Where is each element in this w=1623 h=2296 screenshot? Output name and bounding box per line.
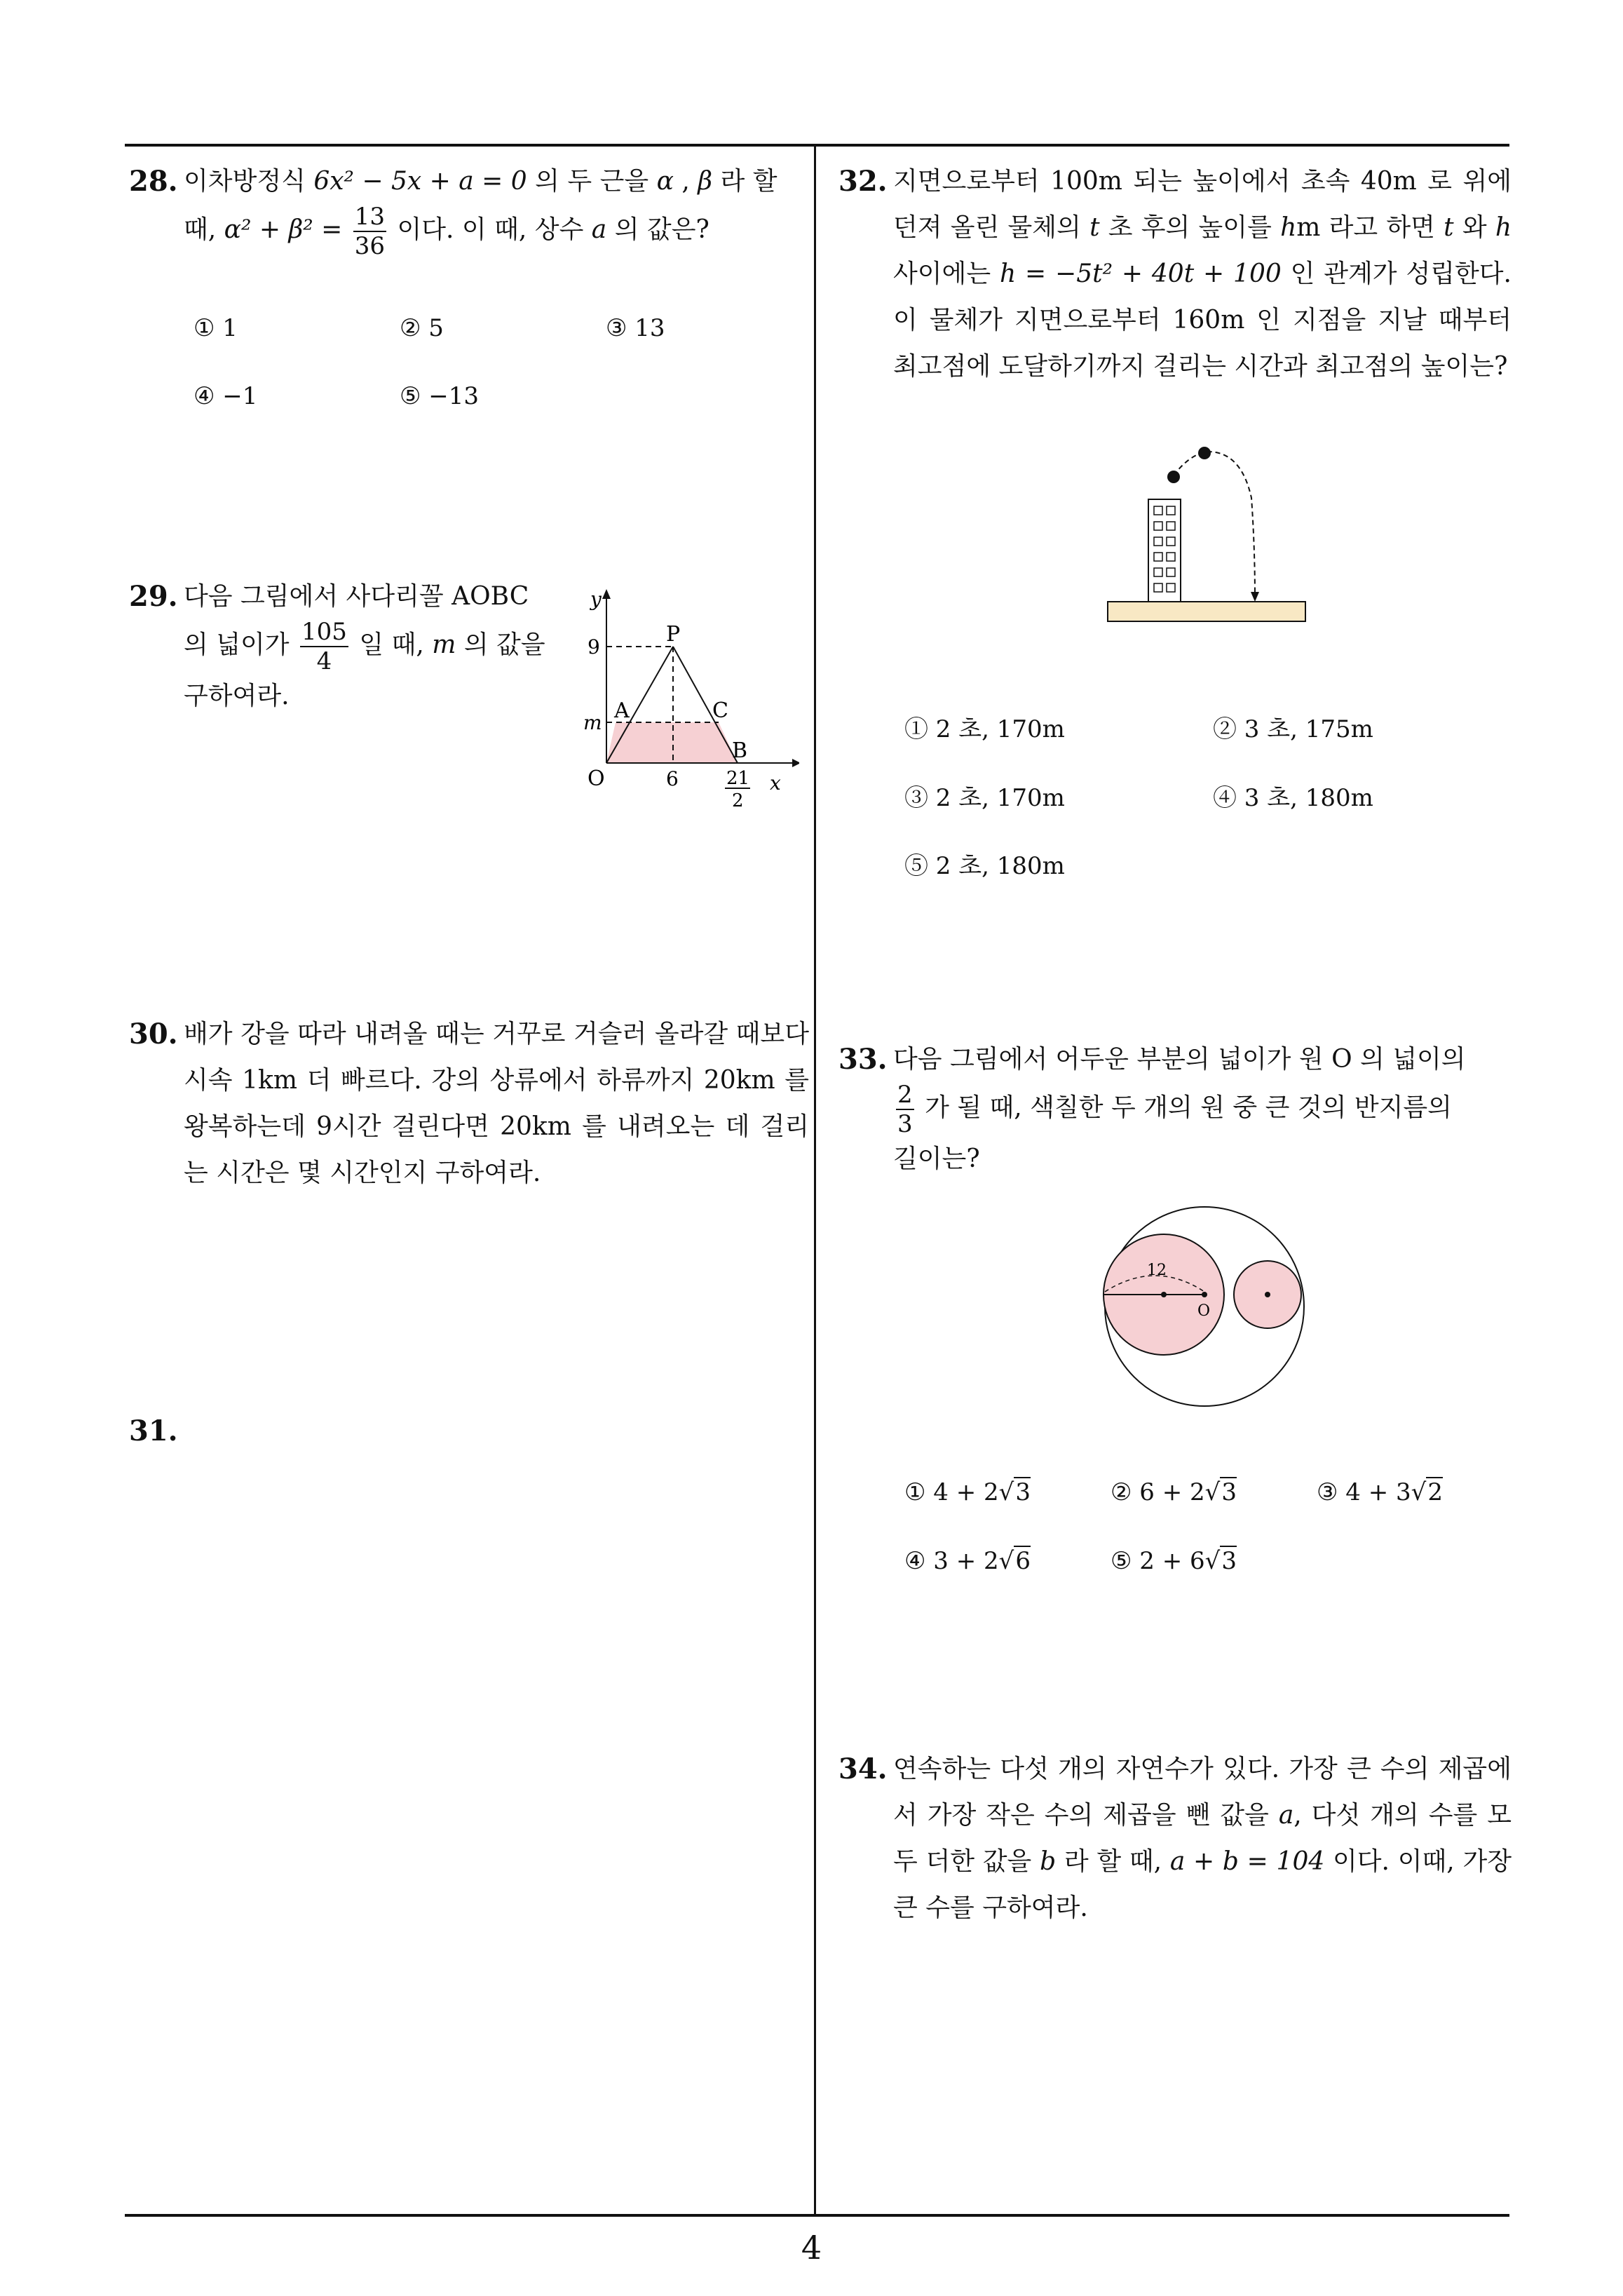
numerator: 105 <box>301 618 347 646</box>
m-label: m <box>583 711 602 734</box>
symbol-a: a <box>1278 1801 1294 1830</box>
center-dot-large <box>1161 1292 1167 1297</box>
denominator: 4 <box>316 647 332 675</box>
text: 인 관계가 성립한다. 이 물체가 지면으로부터 160m 인 지점을 지날 때부터 최고점에 도달하기까지 걸리는 시간과 최고점의 높이는? <box>893 259 1512 381</box>
radicand: 3 <box>1221 1478 1237 1506</box>
choice-2[interactable]: ② 5 <box>400 314 444 342</box>
radicand: 6 <box>1015 1547 1031 1575</box>
denominator: 3 <box>897 1110 913 1138</box>
choice-1[interactable]: ① 4 + 2√3 <box>904 1478 1031 1506</box>
question-text <box>893 1036 1512 1182</box>
text: m 라고 하면 <box>1296 213 1444 242</box>
text: 사이에는 <box>893 259 1000 288</box>
point-b-label: B <box>732 738 748 763</box>
trajectory <box>1174 452 1255 599</box>
text: 의 넓이가 <box>184 630 297 659</box>
text: 의 두 근을 <box>527 167 657 196</box>
choice-5[interactable]: ⑤ 2 + 6√3 <box>1111 1547 1237 1575</box>
text: , <box>673 167 698 196</box>
question-text <box>184 158 809 258</box>
question-number: 31. <box>129 1414 178 1447</box>
trajectory-arrow <box>1251 592 1259 602</box>
choice-text: ① 4 + 2 <box>904 1478 999 1506</box>
radius-12-label: 12 <box>1147 1262 1167 1279</box>
text: 라 할 때, <box>1056 1847 1170 1876</box>
question-text <box>893 158 1512 390</box>
ball-1 <box>1167 471 1180 483</box>
text: 구하여라. <box>184 682 290 710</box>
center-dot-small <box>1265 1292 1270 1297</box>
choice-text: ③ 4 + 3 <box>1317 1478 1411 1506</box>
choice-text: ⑤ 2 + 6 <box>1111 1547 1205 1575</box>
nine-label: 9 <box>588 635 600 659</box>
radicand: 2 <box>1427 1478 1443 1506</box>
fraction <box>300 620 348 673</box>
text: 라 할 <box>712 167 777 196</box>
question-33 <box>838 1036 1512 1182</box>
text: 길이는? <box>893 1144 980 1173</box>
denominator: 36 <box>354 232 386 260</box>
projectile-figure <box>1101 442 1311 631</box>
column-divider <box>814 145 816 2215</box>
equation: α² + β² = <box>224 215 351 244</box>
text: 의 값을 <box>456 630 545 659</box>
question-28 <box>129 158 809 258</box>
symbol-beta: β <box>698 167 713 196</box>
question-34 <box>838 1746 1512 1931</box>
x-axis-arrow <box>792 759 799 767</box>
numerator: 13 <box>354 203 386 231</box>
choice-4[interactable]: ④ 3 초, 180m <box>1213 784 1373 812</box>
text: 다음 그림에서 사다리꼴 AOBC <box>184 582 529 611</box>
question-text <box>184 574 564 720</box>
equation: 6x² − 5x + a = 0 <box>313 167 527 196</box>
fraction <box>896 1083 914 1136</box>
question-number: 29. <box>129 580 178 613</box>
symbol-t: t <box>1444 213 1454 242</box>
y-axis-arrow <box>602 589 611 599</box>
circles-figure <box>1092 1205 1317 1408</box>
choice-text: ④ 3 + 2 <box>904 1547 999 1575</box>
text: 다음 그림에서 어두운 부분의 넓이가 원 O 의 넓이의 <box>893 1045 1466 1074</box>
question-text: 배가 강을 따라 내려올 때는 거꾸로 거슬러 올라갈 때보다 시속 1km 더 빠르다. 강의 상류에서 하류까지 20km 를 왕복하는데 9시간 걸린다면 20km 를 내려오는 데 걸리는 시간은 몇 시간인지 구하여라. <box>184 1020 809 1187</box>
point-c-label: C <box>712 698 728 723</box>
symbol-a: a <box>591 215 607 244</box>
origin-label: O <box>588 767 605 791</box>
text: 초 후의 높이를 <box>1099 213 1281 242</box>
symbol-t: t <box>1089 213 1100 242</box>
center-o-label: O <box>1197 1302 1211 1320</box>
question-32 <box>838 158 1512 390</box>
symbol-alpha: α <box>656 167 674 196</box>
text: 이다. 이 때, 상수 <box>389 215 592 244</box>
text: 와 <box>1453 213 1495 242</box>
equation: a + b = 104 <box>1169 1847 1325 1876</box>
radicand: 3 <box>1015 1478 1031 1506</box>
text: 가 될 때, 색칠한 두 개의 원 중 큰 것의 반지름의 <box>916 1093 1452 1122</box>
text: 이차방정식 <box>184 167 314 196</box>
point-p-label: P <box>666 622 681 647</box>
symbol-b: b <box>1040 1847 1057 1876</box>
y-label: y <box>590 588 602 611</box>
text: 일 때, <box>351 630 433 659</box>
numerator: 2 <box>897 1081 913 1109</box>
question-number: 28. <box>129 165 178 198</box>
symbol-h: h <box>1495 213 1512 242</box>
question-30 <box>129 1011 809 1196</box>
question-number: 34. <box>838 1753 888 1785</box>
b-numerator: 21 <box>726 768 750 789</box>
choice-3[interactable]: ③ 2 초, 170m <box>904 784 1065 812</box>
text: , 다섯 개의 수를 모두 더한 값을 <box>893 1801 1512 1876</box>
trapezoid-figure <box>575 582 799 813</box>
symbol-m: m <box>432 630 456 659</box>
question-29 <box>129 574 564 720</box>
x-label: x <box>770 771 781 795</box>
fraction <box>353 205 386 258</box>
choice-5[interactable]: ⑤ 2 초, 180m <box>904 852 1065 880</box>
choice-3[interactable]: ③ 13 <box>606 314 665 342</box>
choice-text: ② 6 + 2 <box>1111 1478 1205 1506</box>
choice-1[interactable]: ① 2 초, 170m <box>904 715 1065 743</box>
question-number: 30. <box>129 1018 178 1051</box>
page-number: 4 <box>801 2229 822 2267</box>
radicand: 3 <box>1221 1547 1237 1575</box>
b-denominator: 2 <box>732 790 744 811</box>
choice-2[interactable]: ② 3 초, 175m <box>1213 715 1373 743</box>
choice-2[interactable]: ② 6 + 2√3 <box>1111 1478 1237 1506</box>
center-dot-o <box>1202 1292 1207 1297</box>
six-label: 6 <box>666 767 679 790</box>
ball-2 <box>1198 447 1211 459</box>
text: 때, <box>184 215 224 244</box>
top-rule <box>125 144 1509 147</box>
equation: h = −5t² + 40t + 100 <box>999 259 1282 288</box>
symbol-h: h <box>1280 213 1297 242</box>
point-a-label: A <box>614 698 630 723</box>
choice-4[interactable]: ④ 3 + 2√6 <box>904 1547 1031 1575</box>
building <box>1148 499 1181 602</box>
text: 연속하는 다섯 개의 자연수가 있다. 가장 큰 수의 제곱에서 가장 작은 수의 제곱을 뺀 값을 <box>893 1755 1512 1830</box>
choice-3[interactable]: ③ 4 + 3√2 <box>1317 1478 1443 1506</box>
choice-4[interactable]: ④ −1 <box>193 382 258 410</box>
text: 지면으로부터 100m 되는 높이에서 초속 40m 로 위에 던져 올린 물체의 <box>893 167 1512 242</box>
bottom-rule <box>125 2214 1509 2217</box>
choice-5[interactable]: ⑤ −13 <box>400 382 480 410</box>
text: 의 값은? <box>606 215 709 244</box>
question-number: 33. <box>838 1043 888 1076</box>
question-text <box>893 1746 1512 1931</box>
question-number: 32. <box>838 165 888 198</box>
text: 이다. 이때, 가장 큰 수를 구하여라. <box>893 1847 1512 1922</box>
choice-1[interactable]: ① 1 <box>193 314 238 342</box>
ground <box>1108 602 1305 621</box>
